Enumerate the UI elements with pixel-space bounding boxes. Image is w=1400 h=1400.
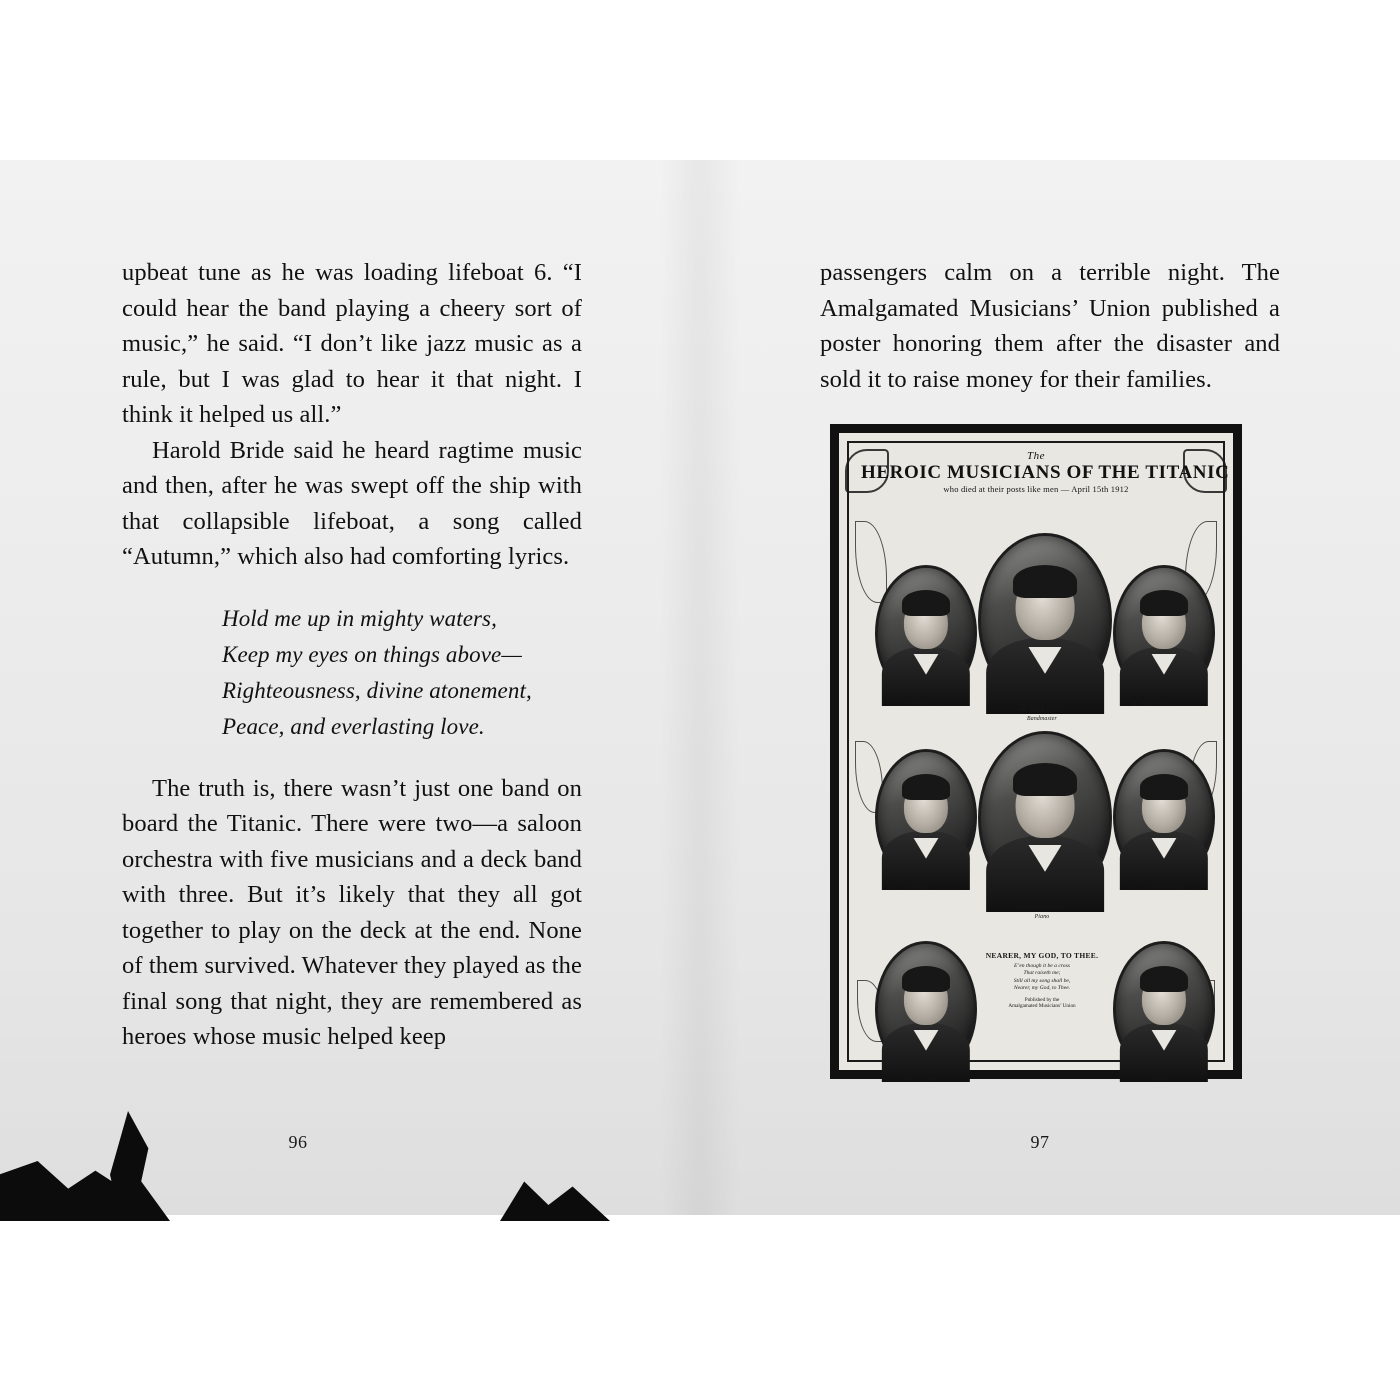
portrait-name-plate: [1107, 1077, 1215, 1085]
portrait-name: W. T. BRAILEY: [889, 885, 940, 892]
portrait-oval: [1113, 565, 1215, 701]
paragraph: The truth is, there wasn’t just one band on board the Titanic. There were two—a saloon orchestra with five musicians and a deck band with three. But it’s likely that they all got together to play on the deck at the end. None of them survived. Whatever they played as the final song that night, they are remembered as heroes whose music helped keep: [122, 774, 582, 1050]
leaf-ornament-icon: [855, 521, 887, 603]
verse-line: Peace, and everlasting love.: [222, 713, 485, 739]
portrait-hair: [902, 774, 950, 800]
portrait-instrument: Bass: [944, 1078, 957, 1084]
portrait-name-plate: [1113, 701, 1209, 709]
portrait-name: G. KRINS: [898, 701, 931, 708]
portrait-hair: [1013, 763, 1077, 797]
verse-block: [222, 601, 582, 745]
left-page: [0, 160, 700, 1215]
portrait-instrument: Violin: [1173, 1078, 1189, 1084]
poster-subtitle: who died at their posts like men — April 15th 1912: [943, 484, 1129, 494]
portrait-instrument: Violin: [932, 702, 948, 708]
figure-heroic-musicians-poster: [830, 424, 1242, 1084]
poster-banner: [861, 450, 1230, 507]
portrait-oval: [875, 565, 977, 701]
portrait-oval: [1113, 749, 1215, 885]
center-panel-line: E’en though it be a cross: [1014, 963, 1070, 969]
portrait-instrument: Bandmaster: [1026, 716, 1058, 722]
poster-the-label: The: [1027, 450, 1045, 462]
portrait-name-plate: [871, 885, 975, 893]
page-number-right: 97: [1030, 1132, 1050, 1152]
center-panel-line: Nearer, my God, to Thee.: [1013, 985, 1071, 992]
portrait-oval: [978, 533, 1112, 707]
center-panel-signature: Published by the: [1024, 996, 1060, 1003]
portrait-name: J. F. P. CLARKE: [889, 1077, 943, 1084]
portrait-instrument: Piano: [941, 886, 957, 892]
portrait-name-plate: [978, 905, 1106, 921]
portrait-name-plate: [1109, 885, 1213, 893]
page-number-left: 96: [288, 1132, 308, 1152]
portrait-oval: [978, 731, 1112, 905]
left-page-text-column: [122, 255, 582, 1055]
portrait-instrument: Cello: [1176, 702, 1190, 708]
portrait-name-plate: [869, 1077, 977, 1085]
poster-center-panel: [983, 951, 1101, 1010]
portrait-instrument: Piano: [1034, 914, 1050, 920]
center-panel-line: Still all my song shall be,: [1013, 977, 1071, 984]
right-page-text-column: [820, 255, 1280, 397]
portrait-hair: [1140, 590, 1188, 616]
portrait-name-plate: [978, 707, 1106, 723]
paragraph: Harold Bride said he heard ragtime music and then, after he was swept off the ship with that collapsible lifeboat, a song called “Autumn,” which also had comforting lyrics.: [122, 436, 582, 570]
portrait-hair: [902, 966, 950, 992]
center-panel-title: NEARER, MY GOD, TO THEE.: [985, 951, 1099, 960]
portrait-name: J. L. HUME: [1133, 1077, 1172, 1084]
portrait-oval: [875, 749, 977, 885]
verse-line: Hold me up in mighty waters,: [222, 605, 497, 631]
poster-artwork: [839, 433, 1233, 1084]
portrait-oval: [1113, 941, 1215, 1077]
paragraph: passengers calm on a terrible night. The Amalgamated Musicians’ Union published a poster honoring them after the disaster and sold it to raise money for their families.: [820, 259, 1280, 393]
portrait-name-plate: [875, 701, 971, 709]
portrait-instrument: Cello: [1186, 886, 1200, 892]
book-spread: [0, 160, 1400, 1215]
portrait-hair: [1140, 966, 1188, 992]
portrait-name: J. W. WOODWARD: [1122, 885, 1185, 892]
paragraph: upbeat tune as he was loading lifeboat 6. “I could hear the band playing a cheery sort of music,” he said. “I don’t like jazz music as a rule, but I was glad to hear it that night. I think it helped us all.”: [122, 259, 582, 428]
center-panel-line: That raiseth me;: [1023, 970, 1061, 977]
portrait-hair: [1013, 565, 1077, 599]
portrait-name: P. C. TAYLOR: [1019, 905, 1065, 912]
verse-line: Keep my eyes on things above—: [222, 641, 522, 667]
poster-portrait-grid: [853, 511, 1219, 1084]
poster-title: HEROIC MUSICIANS OF THE TITANIC: [861, 462, 1230, 483]
portrait-name: W. HARTLEY: [1019, 707, 1065, 714]
center-panel-signature: Amalgamated Musicians’ Union: [1008, 1003, 1076, 1010]
portrait-oval: [875, 941, 977, 1077]
verse-line: Righteousness, divine atonement,: [222, 677, 532, 703]
portrait-name: R. BRICOUX: [1132, 701, 1175, 708]
portrait-hair: [902, 590, 950, 616]
portrait-hair: [1140, 774, 1188, 800]
right-page: [700, 160, 1400, 1215]
